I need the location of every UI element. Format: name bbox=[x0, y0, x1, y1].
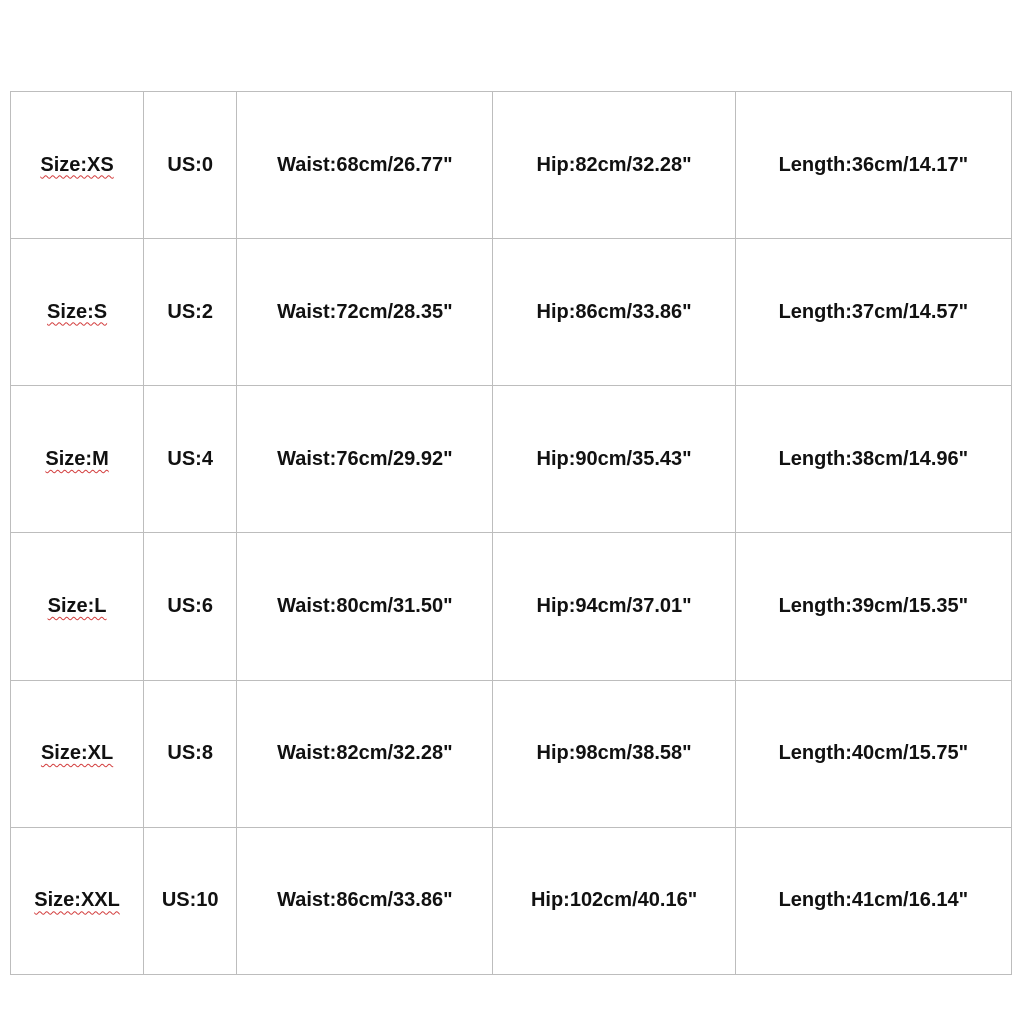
waist-cell: Waist:76cm/29.92" bbox=[237, 386, 493, 533]
size-cell bbox=[11, 680, 144, 827]
hip-cell: Hip:90cm/35.43" bbox=[493, 386, 735, 533]
hip-cell: Hip:102cm/40.16" bbox=[493, 827, 735, 974]
us-size-cell: US:8 bbox=[144, 680, 237, 827]
us-size-cell: US:4 bbox=[144, 386, 237, 533]
length-cell: Length:38cm/14.96" bbox=[735, 386, 1011, 533]
size-cell bbox=[11, 386, 144, 533]
hip-cell: Hip:82cm/32.28" bbox=[493, 92, 735, 239]
size-cell bbox=[11, 92, 144, 239]
hip-cell: Hip:86cm/33.86" bbox=[493, 239, 735, 386]
length-cell: Length:37cm/14.57" bbox=[735, 239, 1011, 386]
waist-cell: Waist:80cm/31.50" bbox=[237, 533, 493, 680]
size-cell bbox=[11, 239, 144, 386]
size-cell bbox=[11, 827, 144, 974]
table-row bbox=[11, 680, 1012, 827]
us-size-cell: US:10 bbox=[144, 827, 237, 974]
size-label: Size:XL bbox=[40, 742, 114, 765]
us-size-cell: US:2 bbox=[144, 239, 237, 386]
table-row bbox=[11, 92, 1012, 239]
size-cell bbox=[11, 533, 144, 680]
hip-cell: Hip:98cm/38.58" bbox=[493, 680, 735, 827]
waist-cell: Waist:68cm/26.77" bbox=[237, 92, 493, 239]
us-size-cell: US:6 bbox=[144, 533, 237, 680]
table-row bbox=[11, 533, 1012, 680]
us-size-cell: US:0 bbox=[144, 92, 237, 239]
length-cell: Length:36cm/14.17" bbox=[735, 92, 1011, 239]
length-cell: Length:39cm/15.35" bbox=[735, 533, 1011, 680]
hip-cell: Hip:94cm/37.01" bbox=[493, 533, 735, 680]
waist-cell: Waist:72cm/28.35" bbox=[237, 239, 493, 386]
size-label: Size:XS bbox=[40, 153, 114, 176]
size-label: Size:S bbox=[47, 300, 108, 323]
size-chart-table bbox=[10, 91, 1012, 975]
length-cell: Length:40cm/15.75" bbox=[735, 680, 1011, 827]
table-row bbox=[11, 239, 1012, 386]
size-label: Size:XXL bbox=[34, 889, 120, 912]
waist-cell: Waist:86cm/33.86" bbox=[237, 827, 493, 974]
table-row bbox=[11, 386, 1012, 533]
size-label: Size:L bbox=[47, 595, 107, 618]
size-label: Size:M bbox=[45, 447, 109, 470]
waist-cell: Waist:82cm/32.28" bbox=[237, 680, 493, 827]
table-row bbox=[11, 827, 1012, 974]
length-cell: Length:41cm/16.14" bbox=[735, 827, 1011, 974]
